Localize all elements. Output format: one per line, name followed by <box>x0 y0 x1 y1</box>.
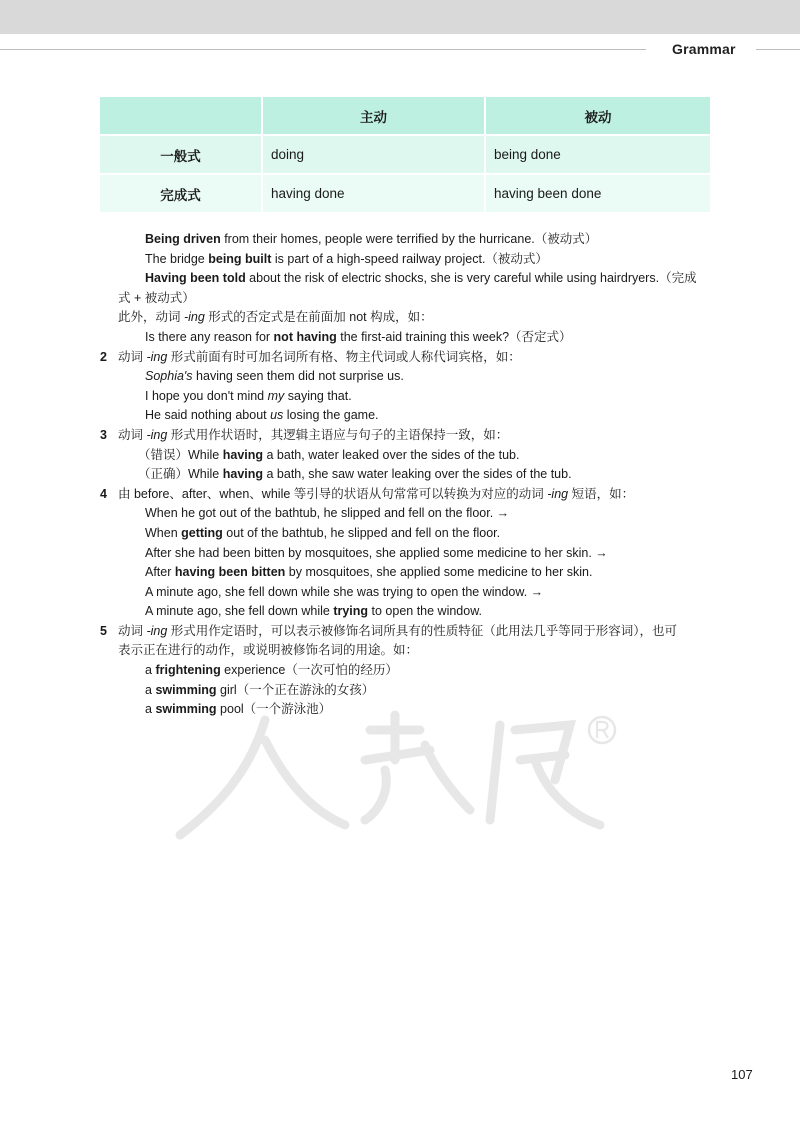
table-header-cell: 被动 <box>484 97 710 134</box>
note-line: 此外，动词 -ing 形式的否定式是在前面加 not 构成，如： <box>118 310 433 325</box>
example-line: When getting out of the bathtub, he slipped and fell on the floor. <box>145 525 501 540</box>
rule-number: 2 <box>100 349 107 364</box>
example-line: A minute ago, she fell down while trying to open the window. <box>145 604 483 619</box>
example-line: a frightening experience（一次可怕的经历） <box>145 663 398 678</box>
example-line: I hope you don't mind my saying that. <box>145 388 352 403</box>
rule-3: 3 动词 -ing 形式用作状语时，其逻辑主语应与句子的主语保持一致，如： <box>100 426 720 446</box>
section-title: Grammar <box>672 41 736 57</box>
table-cell: being done <box>484 134 710 173</box>
rule-5: 5 动词 -ing 形式用作定语时，可以表示被修饰名词所具有的性质特征（此用法几乎等同于形容词），也可 <box>100 622 720 642</box>
table-header-row <box>100 97 710 134</box>
rule-4: 4 由 before、after、when、while 等引导的状语从句常常可以转换为对应的动词 -ing 短语，如： <box>100 485 720 505</box>
example-line-continuation: 式 + 被动式） <box>118 290 195 305</box>
ing-forms-table <box>100 97 710 212</box>
table-cell: having done <box>261 173 484 212</box>
table-row <box>100 134 710 173</box>
table-header-cell <box>100 97 261 134</box>
row-label: 完成式 <box>100 173 261 212</box>
example-line: When he got out of the bathtub, he slipped and fell on the floor. → <box>145 506 510 521</box>
example-line: After having been bitten by mosquitoes, she applied some medicine to her skin. <box>145 565 593 580</box>
example-line: Sophia's having seen them did not surprise us. <box>145 369 404 384</box>
row-label: 一般式 <box>100 134 261 173</box>
example-line: （错误）While having a bath, water leaked over the sides of the tub. <box>138 447 520 462</box>
table-header-cell: 主动 <box>261 97 484 134</box>
rule-continuation: 表示正在进行的动作，或说明被修饰名词的用途。如： <box>118 643 419 658</box>
page-number: 107 <box>731 1067 753 1082</box>
rule-number: 4 <box>100 486 107 501</box>
example-line: The bridge being built is part of a high-speed railway project.（被动式） <box>145 251 548 266</box>
header-rule-right <box>756 49 800 50</box>
example-line: a swimming girl（一个正在游泳的女孩） <box>145 682 375 697</box>
example-line: A minute ago, she fell down while she was trying to open the window. → <box>145 584 544 599</box>
example-line: Having been told about the risk of electric shocks, she is very careful while using hairdryers.（完成 <box>145 271 697 286</box>
example-line: Is there any reason for not having the first-aid training this week?（否定式） <box>145 329 572 344</box>
grammar-notes <box>100 230 720 720</box>
rule-number: 3 <box>100 427 107 442</box>
top-gray-band <box>0 0 800 34</box>
table-cell: having been done <box>484 173 710 212</box>
header-rule-left <box>0 49 646 50</box>
example-line: After she had been bitten by mosquitoes, she applied some medicine to her skin. → <box>145 545 608 560</box>
table-cell: doing <box>261 134 484 173</box>
table-row <box>100 173 710 212</box>
publisher-watermark <box>170 700 630 850</box>
example-line: a swimming pool（一个游泳池） <box>145 702 332 717</box>
rule-2: 2 动词 -ing 形式前面有时可加名词所有格、物主代词或人称代词宾格，如： <box>100 348 720 368</box>
example-line: He said nothing about us losing the game. <box>145 408 379 423</box>
example-line: （正确）While having a bath, she saw water leaking over the sides of the tub. <box>138 467 572 482</box>
rule-number: 5 <box>100 623 107 638</box>
example-line: Being driven from their homes, people were terrified by the hurricane.（被动式） <box>145 232 598 246</box>
